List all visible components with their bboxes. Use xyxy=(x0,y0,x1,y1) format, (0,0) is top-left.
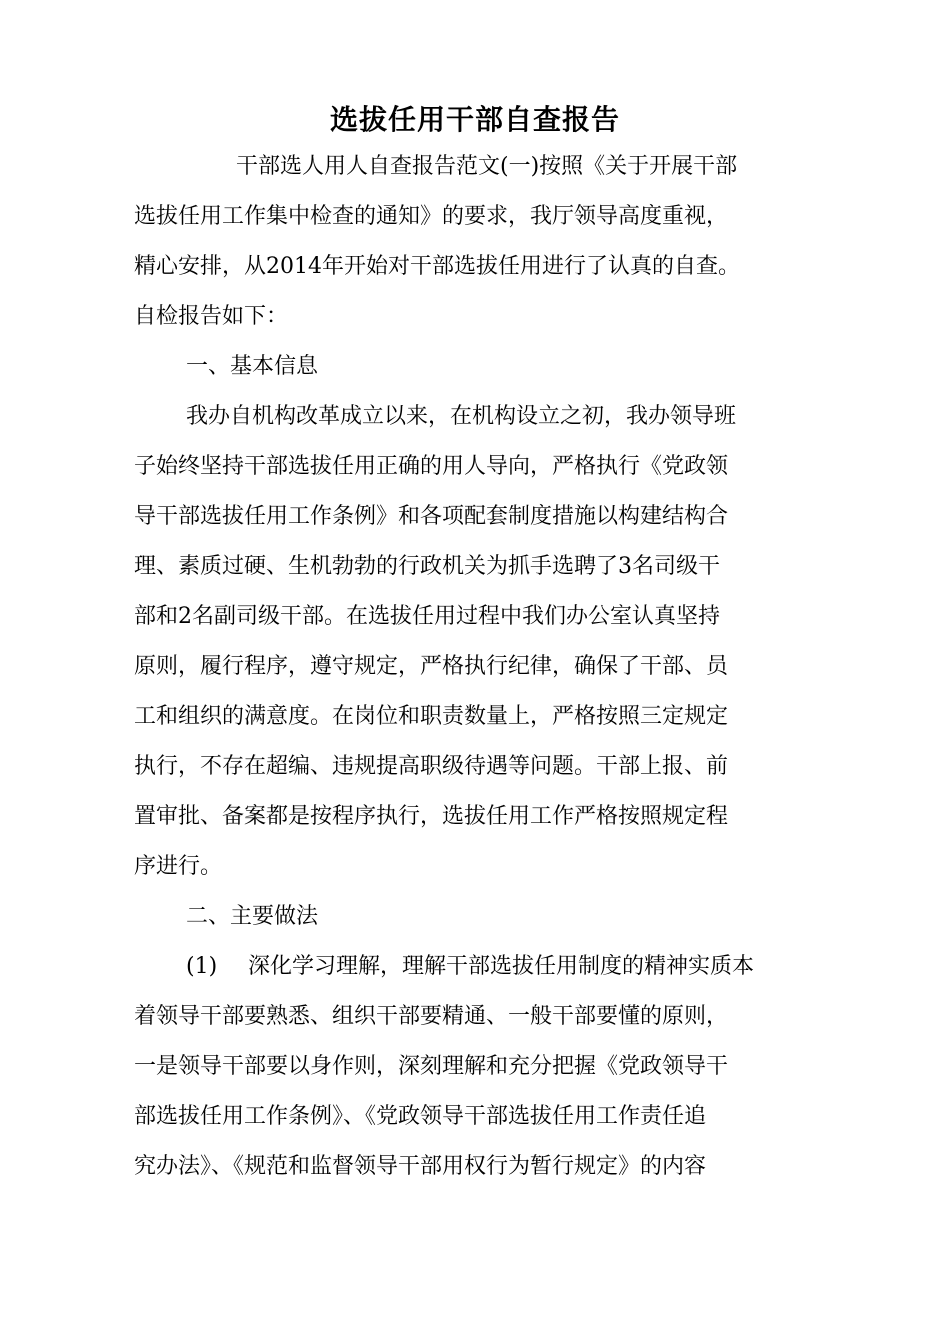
paragraph-line: 置审批、备案都是按程序执行，选拔任用工作严格按照规定程 xyxy=(134,804,729,829)
item-number: (1) xyxy=(186,954,218,979)
paragraph-line: 工和组织的满意度。在岗位和职责数量上，严格按照三定规定 xyxy=(134,704,729,729)
paragraph-line: 究办法》、《规范和监督领导干部用权行为暂行规定》的内容 xyxy=(134,1154,707,1179)
paragraph-line: 序进行。 xyxy=(134,854,223,879)
section-heading: 一、基本信息 xyxy=(186,354,319,379)
paragraph-line: 着领导干部要熟悉、组织干部要精通、一般干部要懂的原则， xyxy=(134,1004,729,1029)
numbered-paragraph-line xyxy=(186,952,876,982)
paragraph-line: 选拔任用工作集中检查的通知》的要求，我厅领导高度重视， xyxy=(134,204,729,229)
paragraph-line: 一是领导干部要以身作则，深刻理解和充分把握《党政领导干 xyxy=(134,1054,729,1079)
paragraph-line: 部选拔任用工作条例》、《党政领导干部选拔任用工作责任追 xyxy=(134,1104,707,1129)
paragraph-line: 执行，不存在超编、违规提高职级待遇等问题。干部上报、前 xyxy=(134,754,729,779)
paragraph-line: 导干部选拔任用工作条例》和各项配套制度措施以构建结构合 xyxy=(134,504,729,529)
document-title: 选拔任用干部自查报告 xyxy=(329,103,620,136)
paragraph-line: 我办自机构改革成立以来，在机构设立之初，我办领导班 xyxy=(186,404,737,429)
paragraph-line: 理、素质过硬、生机勃勃的行政机关为抓手选聘了3名司级干 xyxy=(134,554,720,579)
paragraph-line: 精心安排，从2014年开始对干部选拔任用进行了认真的自查。 xyxy=(134,254,740,279)
section-heading: 二、主要做法 xyxy=(186,904,319,929)
paragraph-line: 子始终坚持干部选拔任用正确的用人导向，严格执行《党政领 xyxy=(134,454,729,479)
item-text: 深化学习理解，理解干部选拔任用制度的精神实质本 xyxy=(248,954,755,979)
paragraph-line: 干部选人用人自查报告范文(一)按照《关于开展干部 xyxy=(236,154,738,179)
paragraph-line: 原则，履行程序，遵守规定，严格执行纪律，确保了干部、员 xyxy=(134,654,729,679)
paragraph-line: 自检报告如下： xyxy=(134,304,289,329)
paragraph-line: 部和2名副司级干部。在选拔任用过程中我们办公室认真坚持 xyxy=(134,604,720,629)
